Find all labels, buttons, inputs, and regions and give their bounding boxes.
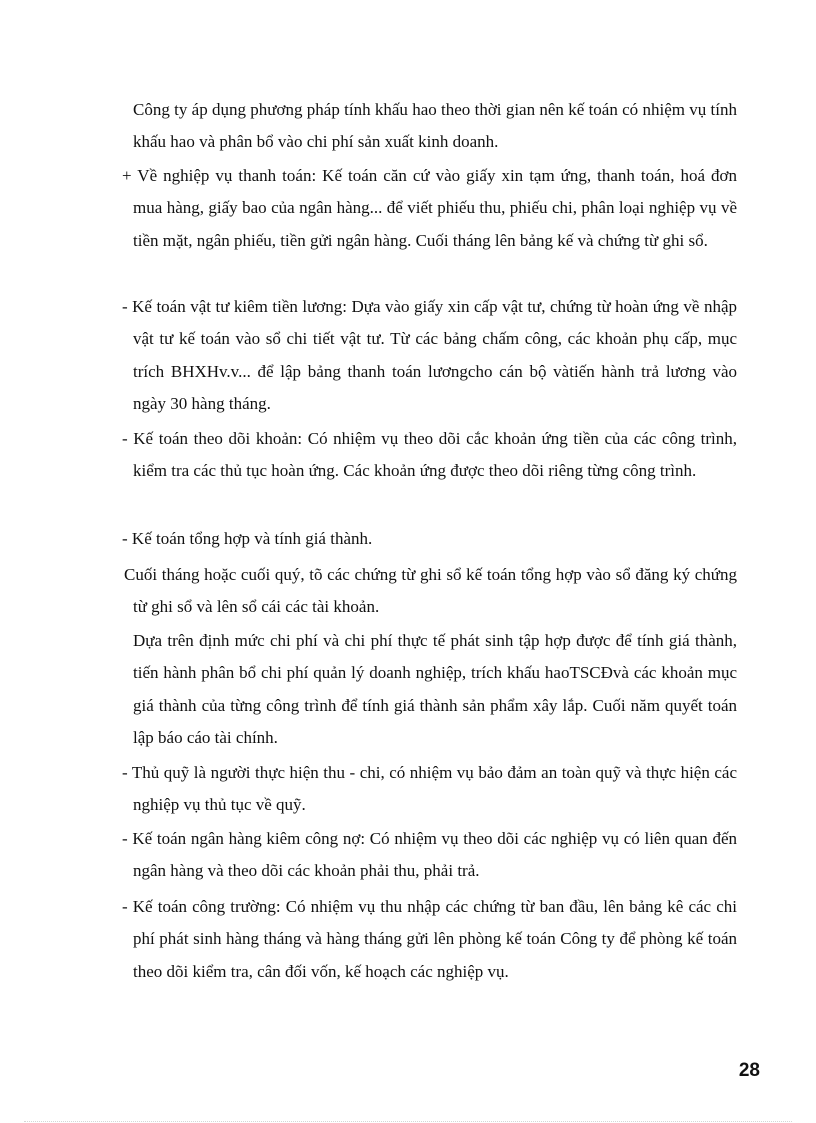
paragraph-advances: - Kế toán theo dõi khoản: Có nhiệm vụ theo dõi cắc khoản ứng tiền của các công trình, kiểm tra các thủ tục hoàn ứng. Các khoản ứng được theo dõi riêng từng công trình.	[122, 429, 737, 481]
paragraph-treasurer: - Thủ quỹ là người thực hiện thu - chi, có nhiệm vụ bảo đảm an toàn quỹ và thực hiện các nghiệp vụ thủ tục về quỹ.	[122, 763, 737, 815]
page-number: 28	[738, 1060, 760, 1081]
paragraph-materials-payroll: - Kế toán vật tư kiêm tiền lương: Dựa vào giấy xin cấp vật tư, chứng từ hoàn ứng về nhập vật tư kế toán vào sổ chi tiết vật tư. Từ các bảng chấm công, các khoản phụ cấp, mục trích BHXHv.v... để lập bảng thanh toán lươngcho cán bộ vàtiến hành trả lương vào ngày 30 hàng tháng.	[122, 297, 737, 414]
paragraph-site-accounting: - Kế toán công trường: Có nhiệm vụ thu nhập các chứng từ ban đầu, lên bảng kê các chi phí phát sinh hàng tháng và hàng tháng gửi lên phòng kế toán Công ty để phòng kế toán theo dõi kiểm tra, cân đối vốn, kế hoạch các nghiệp vụ.	[122, 897, 737, 981]
paragraph-general-accounting: - Kế toán tổng hợp và tính giá thành.	[122, 529, 373, 548]
paragraph-costing: Dựa trên định mức chi phí và chi phí thực tế phát sinh tập hợp được để tính giá thành, tiến hành phân bổ chi phí quản lý doanh nghiệp, trích khấu haoTSCĐvà các khoản mục giá thành của từng công trình để tính giá thành sản phẩm xây lắp. Cuối năm quyết toán lập báo cáo tài chính.	[133, 631, 737, 748]
paragraph-period-end: Cuối tháng hoặc cuối quý, tõ các chứng từ ghi sổ kế toán tổng hợp vào sổ đăng ký chứng từ ghi sổ và lên sổ cái các tài khoản.	[124, 565, 737, 617]
paragraph-bank-receivables: - Kế toán ngân hàng kiêm công nợ: Có nhiệm vụ theo dõi các nghiệp vụ có liên quan đến ngân hàng và theo dõi các khoản phải thu, phải trả.	[122, 829, 737, 881]
page-bottom-divider	[24, 1121, 792, 1122]
paragraph-depreciation: Công ty áp dụng phương pháp tính khấu hao theo thời gian nên kế toán có nhiệm vụ tính khấu hao và phân bổ vào chi phí sản xuất kinh doanh.	[133, 100, 737, 152]
paragraph-payment-duties: + Về nghiệp vụ thanh toán: Kế toán căn cứ vào giấy xin tạm ứng, thanh toán, hoá đơn mua hàng, giấy bao của ngân hàng... để viết phiếu thu, phiếu chi, phân loại nghiệp vụ về tiền mặt, ngân phiếu, tiền gửi ngân hàng. Cuối tháng lên bảng kế và chứng từ ghi sổ.	[122, 166, 737, 250]
